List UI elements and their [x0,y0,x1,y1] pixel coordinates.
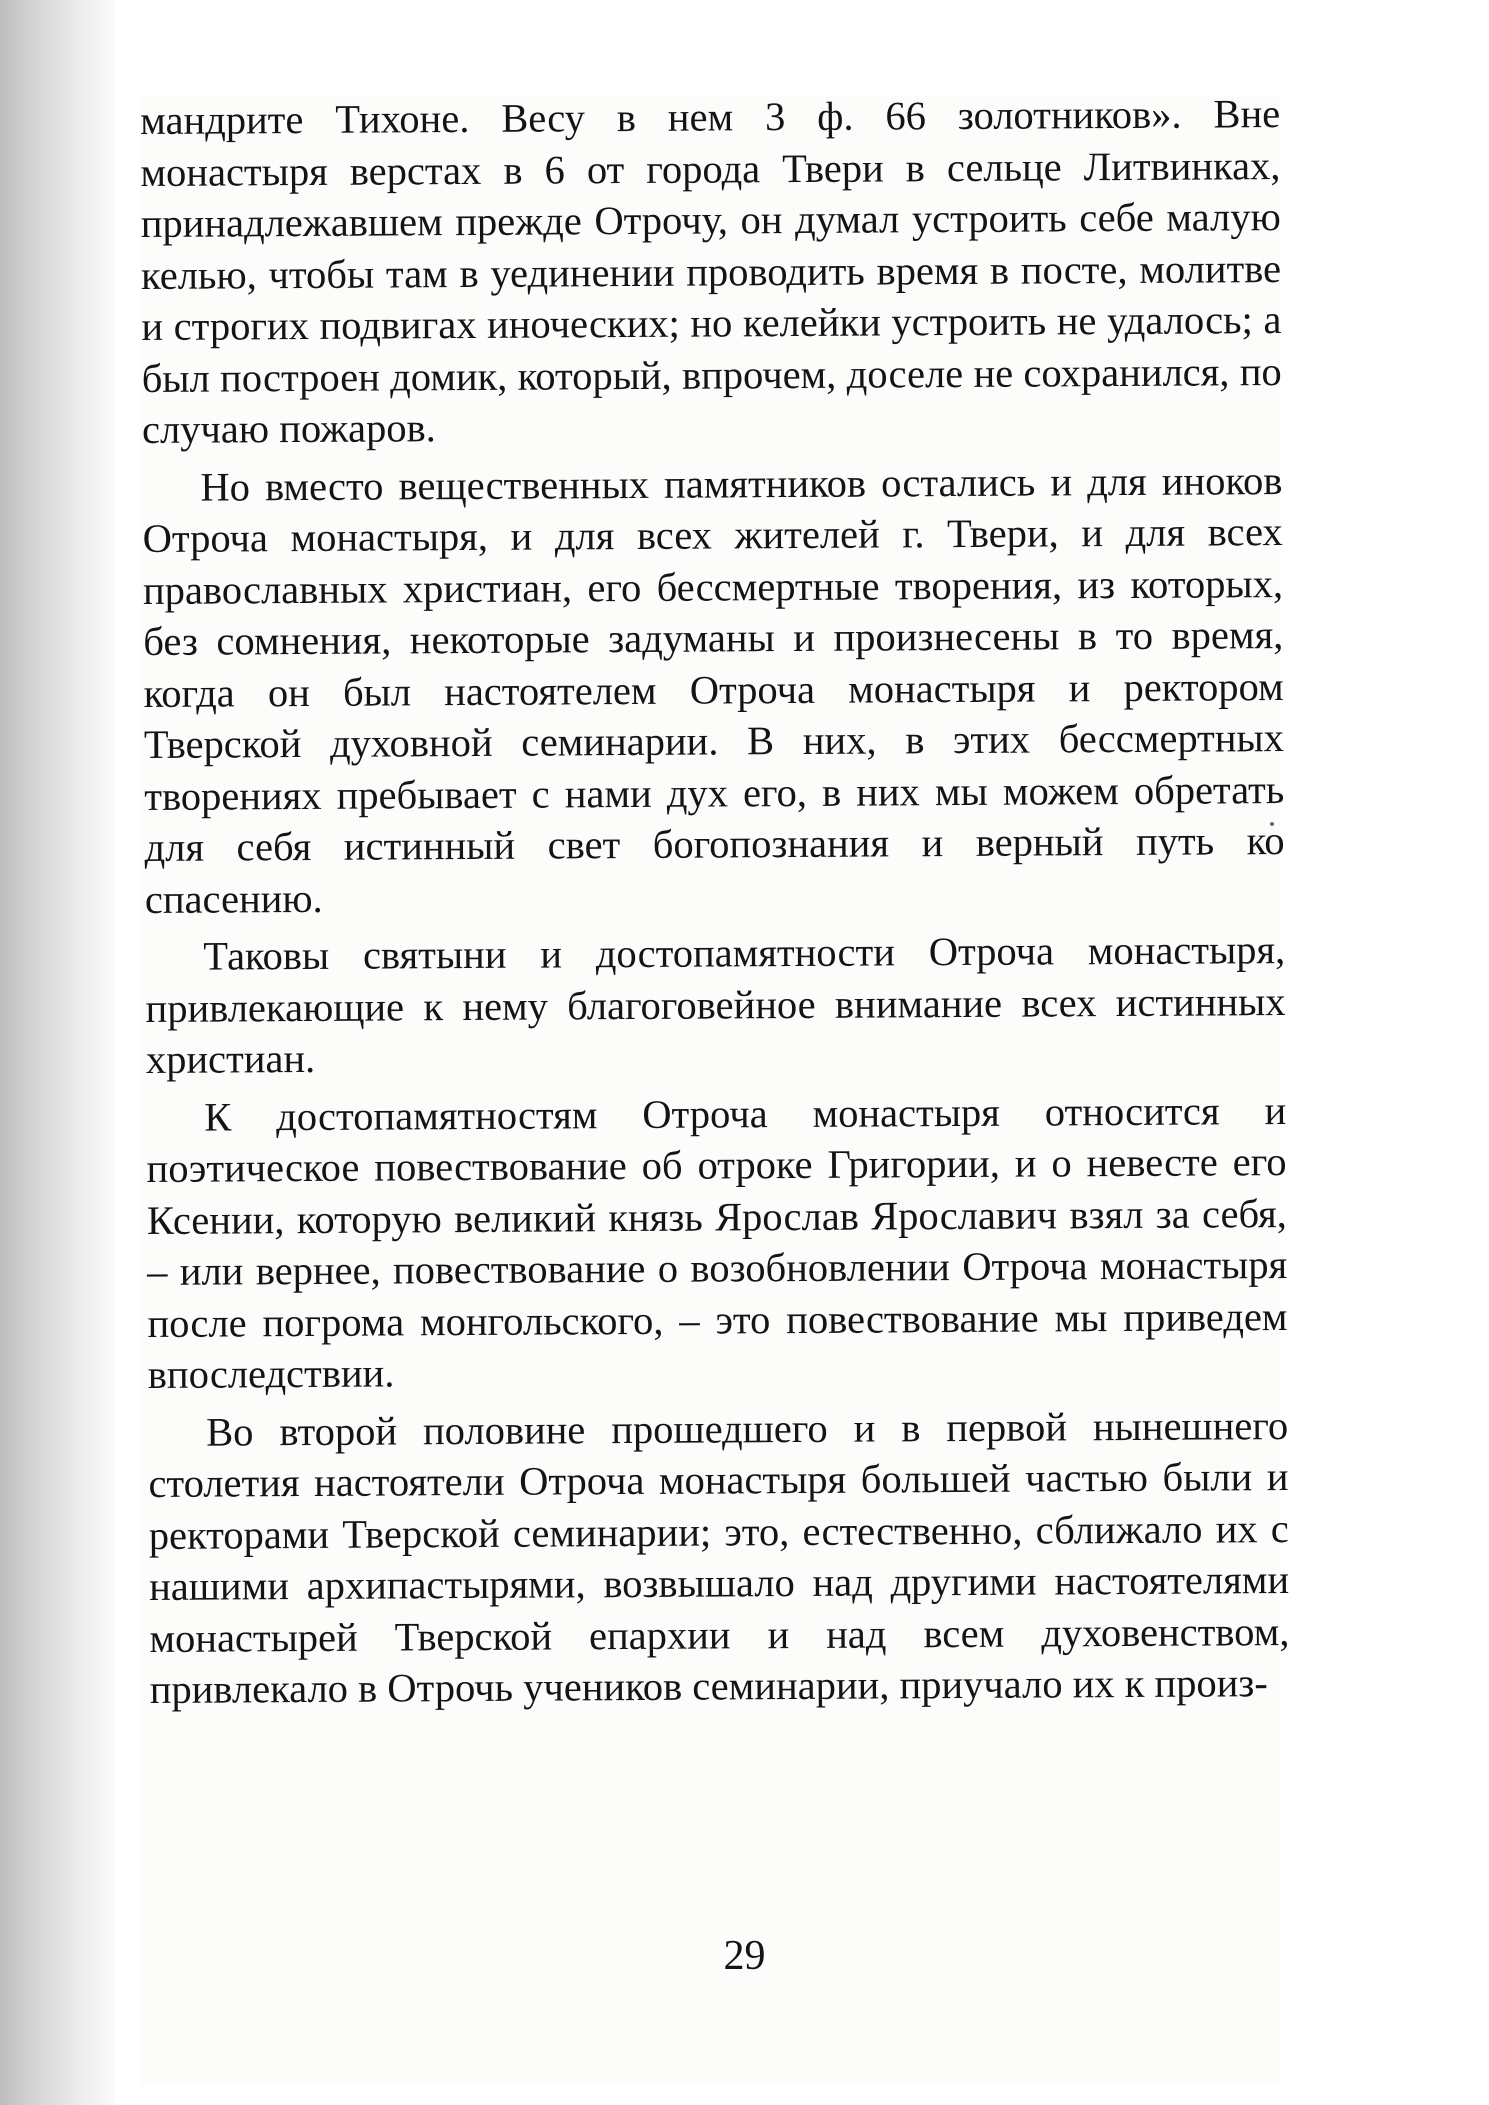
paragraph-2: Но вместо вещественных памятников остались и для иноков Отроча монастыря, и для всех жителей г. Твери, и для всех православных христиан, его бессмертные творения, из которых, без сомнения, некоторые задуманы и произнесены в то время, когда он был настоятелем Отроча монастыря и ректором Тверской духовной семинарии. В них, в этих бессмертных творениях пребывает с нами дух его, в них мы можем обретать для себя истинный свет богопознания и верный путь ко спасению. [142,457,1285,922]
paragraph-1: мандрите Тихоне. Весу в нем 3 ф. 66 золотников». Вне монастыря верстах в 6 от города Твери в сельце Литвинках, принадлежавшем прежде Отрочу, он думал устроить себе малую келью, чтобы там в уединении проводить время в посте, молитве и строгих подвигах иноческих; но келейки устроить не удалось; а был построен домик, который, впрочем, доселе не сохранился, по случаю пожаров. [140,91,1282,452]
paragraph-3: Таковы святыни и достопамятности Отроча монастыря, привлекающие к нему благоговейное внимание всех истинных христиан. [145,927,1286,1082]
book-gutter-shadow [0,0,115,2105]
body-text [140,88,1290,1721]
paragraph-5: Во второй половине прошедшего и в первой нынешнего столетия настоятели Отроча монастыря большей частью были и ректорами Тверской семинарии; это, естественно, сближало их с нашими архипастырями, возвышало над другими настоятелями монастырей Тверской епархии и над всем духовенством, привлекало в Отрочь учеников семинарии, приучало их к произ- [148,1402,1290,1712]
paragraph-4: К достопамятностям Отроча монастыря относится и поэтическое повествование об отроке Григории, и о невесте его Ксении, которую великий князь Ярослав Ярославич взял за себя, – или вернее, повествование о возобновлении Отроча монастыря после погрома монгольского, – это повествование мы приведем впоследствии. [146,1087,1288,1397]
page-number: 29 [723,1933,766,1979]
